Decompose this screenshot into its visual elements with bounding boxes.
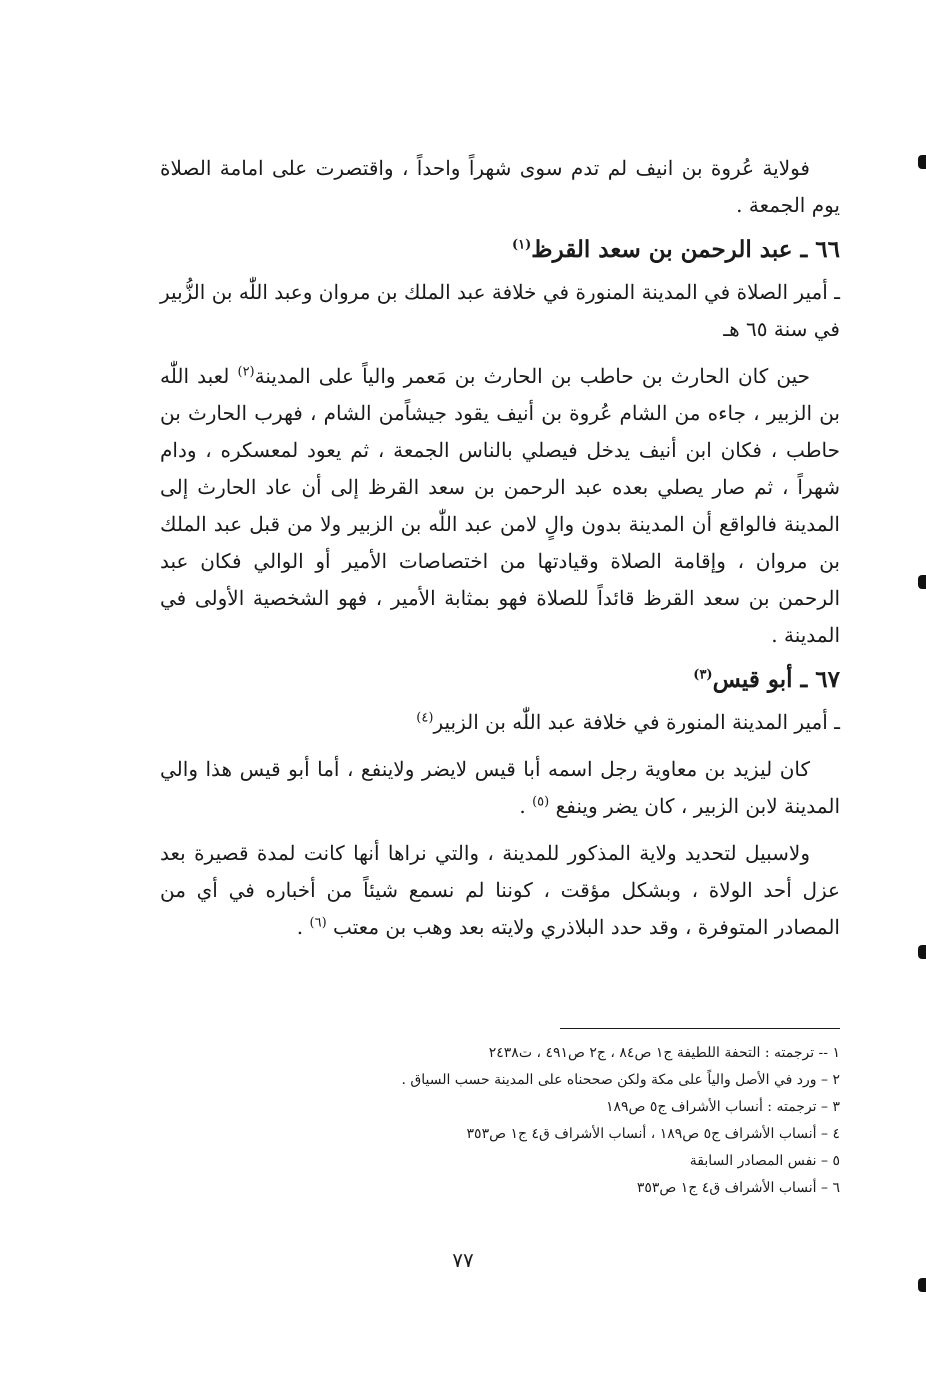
footnote-4: ٤ – أنساب الأشراف ج٥ ص١٨٩ ، أنساب الأشراف ق٤ ج١ ص٣٥٣	[466, 1126, 840, 1142]
entry-67-heading	[160, 660, 840, 700]
entry-67-subtitle	[160, 704, 840, 741]
entry-67-paragraph-1	[160, 751, 840, 825]
entry-67-p2-end: .	[296, 915, 310, 939]
footnote-5: ٥ – نفس المصادر السابقة	[689, 1153, 840, 1169]
entry-66-paragraph	[160, 358, 840, 654]
entry-67-paragraph-2	[160, 835, 840, 946]
footnote-divider	[560, 1028, 840, 1029]
binding-mark-middle	[918, 575, 926, 589]
footnote-1: ١ -- ترجمته : التحفة اللطيفة ج١ ص٨٤ ، ج٢ ص٤٩١ ، ت٢٤٣٨	[488, 1045, 840, 1061]
entry-66-title: ٦٦ ـ عبد الرحمن بن سعد القرظ	[531, 236, 840, 263]
footnote-3: ٣ – ترجمته : أنساب الأشراف ج٥ ص١٨٩	[605, 1099, 840, 1115]
footnote-ref-5: (٥)	[532, 794, 550, 810]
entry-67-title: ٦٧ ـ أبو قيس	[712, 666, 840, 693]
footnote-ref-3: (٣)	[693, 667, 713, 683]
footnote-ref-4: (٤)	[416, 710, 434, 726]
opening-paragraph: فولاية عُروة بن انيف لم تدم سوى شهراً واحداً ، واقتصرت على امامة الصلاة يوم الجمعة .	[160, 156, 840, 217]
binding-mark-lower	[918, 945, 926, 959]
binding-mark-top	[918, 155, 926, 169]
page-number: ٧٧	[452, 1248, 474, 1272]
entry-67-p2-text: ولاسبيل لتحديد ولاية المذكور للمدينة ، والتي نراها أنها كانت لمدة قصيرة بعد عزل أحد الولاة ، وبشكل مؤقت ، كوننا لم نسمع شيئاً من أخباره في أي من المصادر المتوفرة ، وقد حدد البلاذري ولايته بعد وهب بن معتب	[160, 841, 840, 939]
footnote-ref-6: (٦)	[309, 915, 327, 931]
footnotes	[300, 1040, 840, 1202]
footnote-ref-1: (١)	[512, 237, 532, 253]
main-text	[160, 150, 840, 946]
entry-66-text-part2: لعبد اللّٰه بن الزبير ، جاءه من الشام عُروة بن أنيف يقود جيشاًمن الشام ، فهرب الحارث بن حاطب ، فكان ابن أنيف يدخل فيصلي بالناس الجمعة ، ثم يعود لمعسكره ، ودام شهراً ، ثم صار يصلي بعده عبد الرحمن بن سعد القرظ إلى أن عاد الحارث إلى المدينة فالواقع أن المدينة بدون والٍ لامن عبد اللّٰه بن الزبير ولا من قبل عبد الملك بن مروان ، وإقامة الصلاة وقيادتها من اختصاصات الأمير أو الوالي فكان عبد الرحمن بن سعد القرظ قائداً للصلاة فهو بمثابة الأمير ، فهو الشخصية الأولى في المدينة .	[160, 364, 840, 647]
entry-67-p1-end: .	[519, 794, 533, 818]
footnote-6: ٦ – أنساب الأشراف ق٤ ج١ ص٣٥٣	[636, 1180, 840, 1196]
entry-66-text-part1: حين كان الحارث بن حاطب بن الحارث بن مَعمر والياً على المدينة	[254, 364, 811, 388]
footnote-2: ٢ – ورد في الأصل والياً على مكة ولكن صححناه على المدينة حسب السياق .	[401, 1072, 840, 1088]
entry-67-p1-text: كان ليزيد بن معاوية رجل اسمه أبا قيس لايضر ولاينفع ، أما أبو قيس هذا والي المدينة لابن الزبير ، كان يضر وينفع	[160, 757, 840, 818]
binding-mark-bottom	[918, 1278, 926, 1292]
footnote-ref-2: (٢)	[237, 364, 255, 380]
entry-66-heading	[160, 230, 840, 270]
entry-67-subtitle-text: ـ أمير المدينة المنورة في خلافة عبد اللّٰه بن الزبير	[433, 710, 840, 734]
entry-66-subtitle: ـ أمير الصلاة في المدينة المنورة في خلافة عبد الملك بن مروان وعبد اللّٰه بن الزُّبير في سنة ٦٥ هـ	[160, 280, 840, 341]
